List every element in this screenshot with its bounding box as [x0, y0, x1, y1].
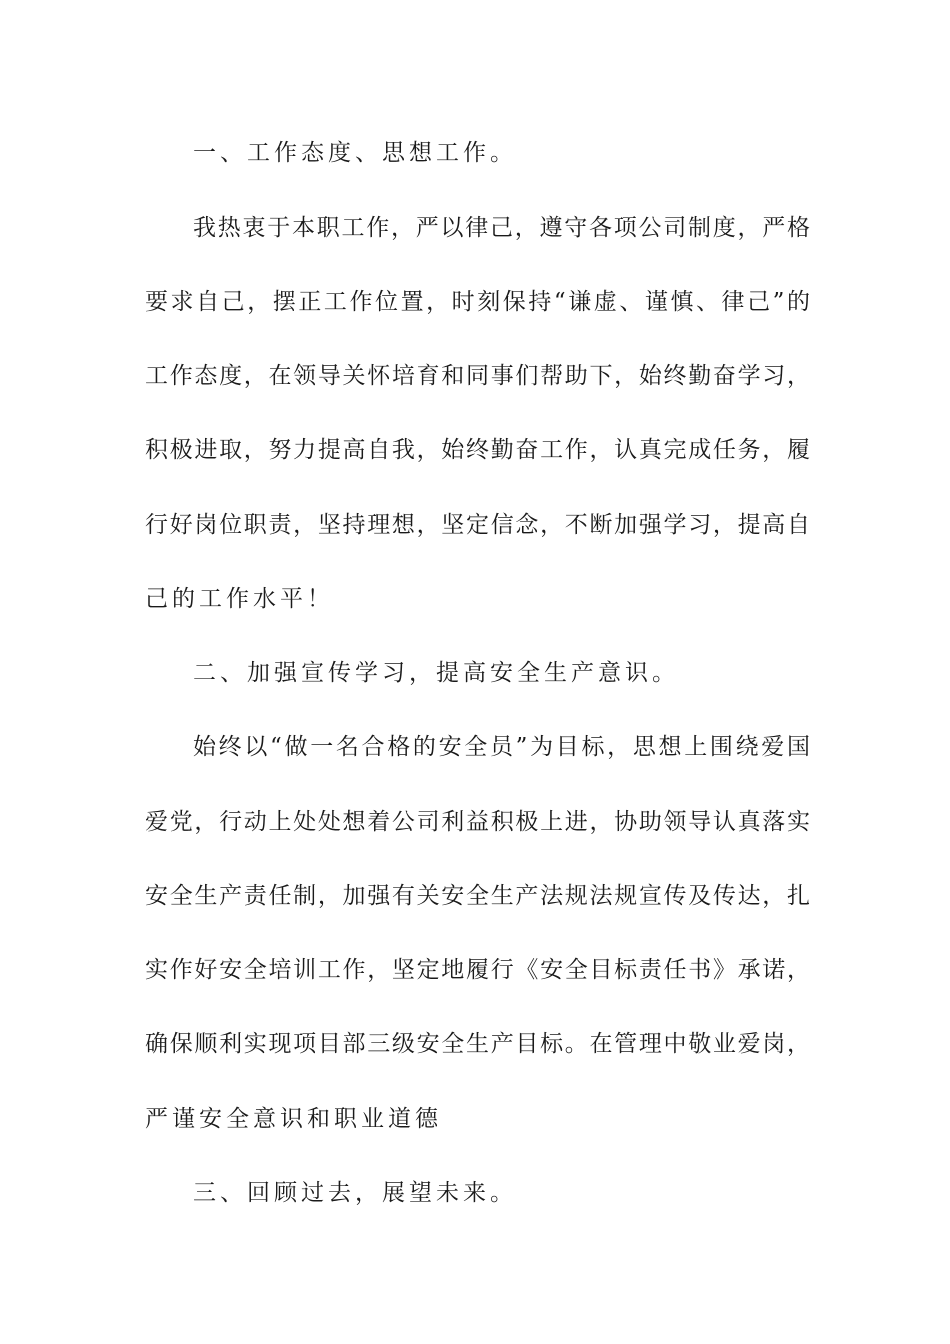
paragraph-line: 己的工作水平！: [145, 586, 334, 612]
paragraph-line: 行好岗位职责，坚持理想，坚定信念，不断加强学习，提高自: [145, 512, 810, 538]
section-heading-1: 一、工作态度、思想工作。: [193, 140, 517, 166]
paragraph-line: 始终以“做一名合格的安全员”为目标，思想上围绕爱国: [193, 734, 810, 760]
paragraph-line: 确保顺利实现项目部三级安全生产目标。在管理中敬业爱岗，: [145, 1031, 810, 1057]
paragraph-line: 安全生产责任制，加强有关安全生产法规法规宣传及传达，扎: [145, 883, 810, 909]
paragraph-line: 要求自己，摆正工作位置，时刻保持“谦虚、谨慎、律己”的: [145, 289, 810, 315]
paragraph-line: 积极进取，努力提高自我，始终勤奋工作，认真完成任务，履: [145, 437, 810, 463]
paragraph-line: 工作态度，在领导关怀培育和同事们帮助下，始终勤奋学习，: [145, 363, 810, 389]
paragraph-line: 实作好安全培训工作，坚定地履行《安全目标责任书》承诺，: [145, 957, 810, 983]
paragraph-line: 我热衷于本职工作，严以律己，遵守各项公司制度，严格: [193, 215, 810, 241]
paragraph-line: 爱党，行动上处处想着公司利益积极上进，协助领导认真落实: [145, 809, 810, 835]
paragraph-line: 严谨安全意识和职业道德: [145, 1106, 442, 1132]
section-heading-3: 三、回顾过去，展望未来。: [193, 1180, 517, 1206]
section-heading-2: 二、加强宣传学习，提高安全生产意识。: [193, 660, 679, 686]
